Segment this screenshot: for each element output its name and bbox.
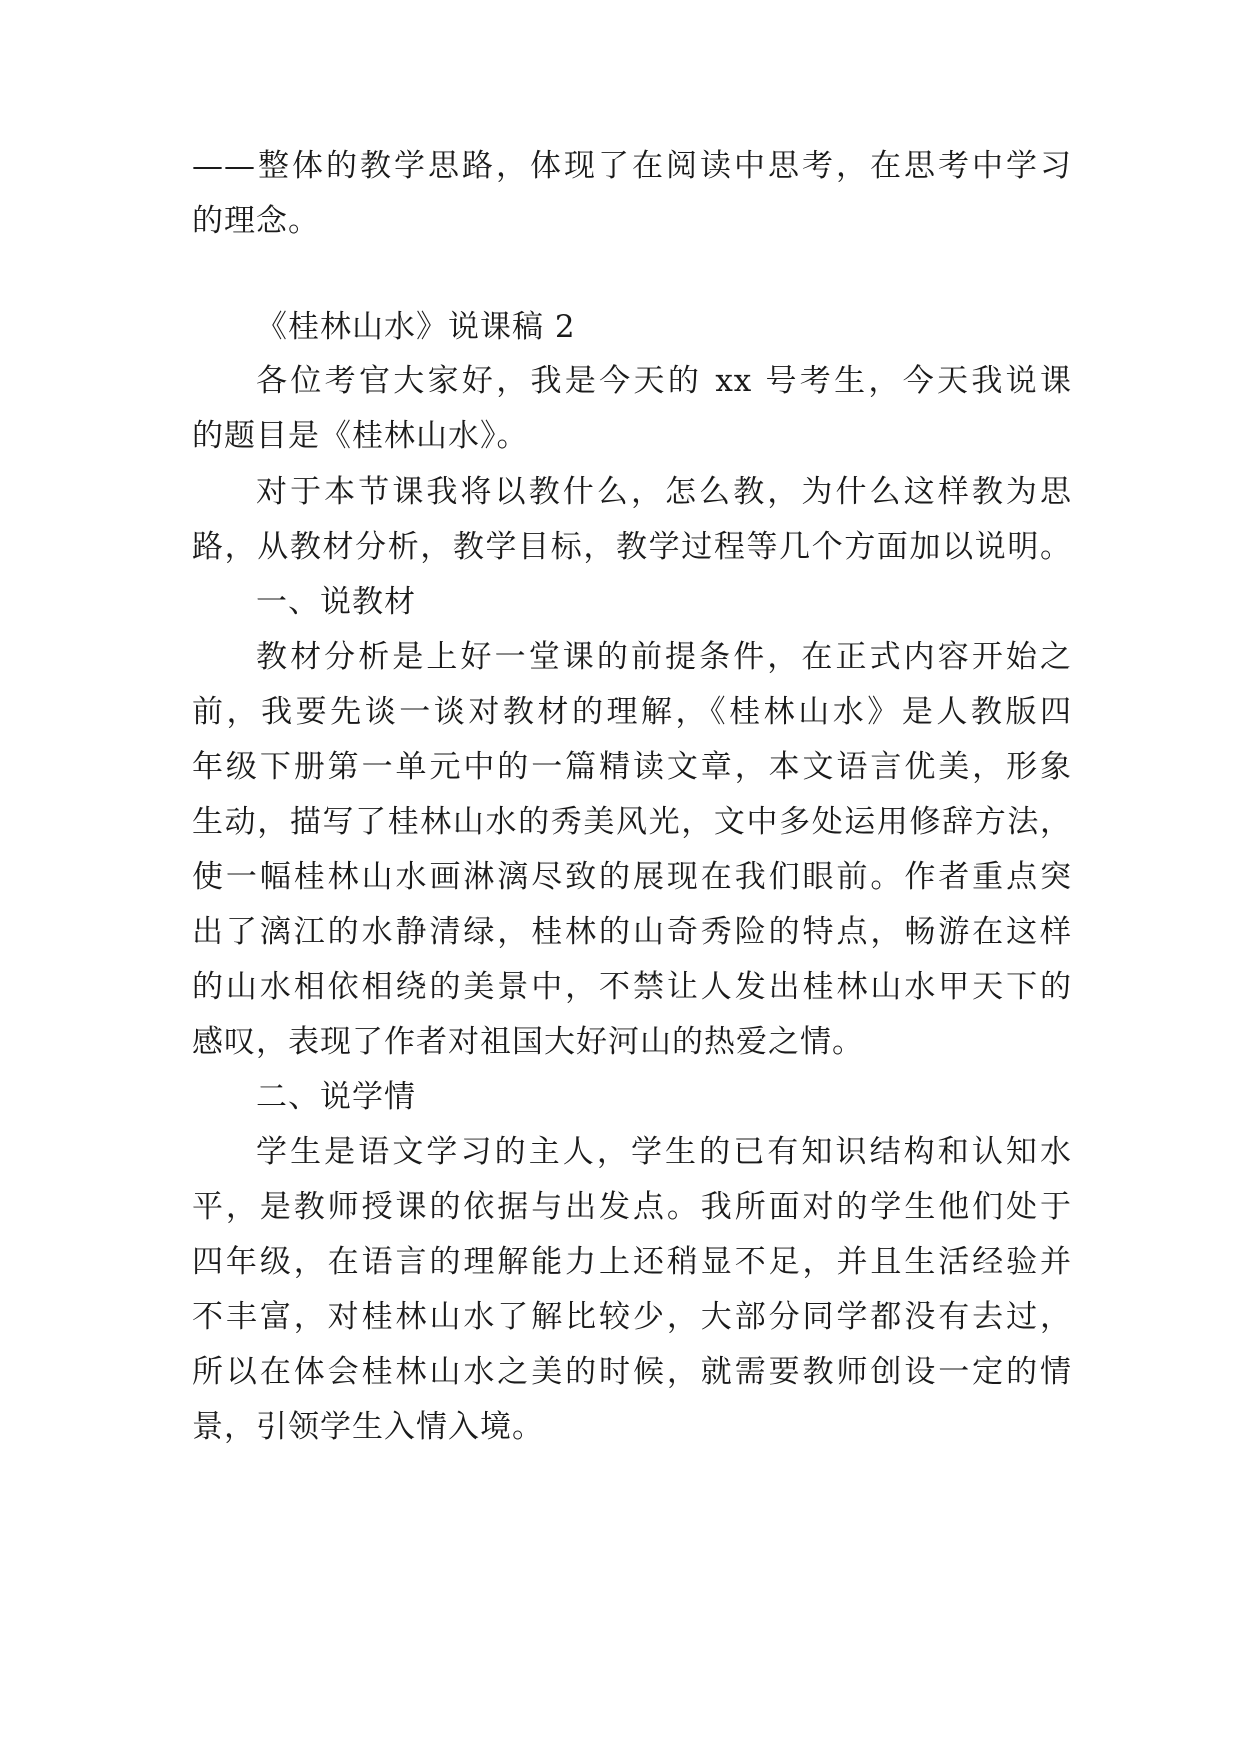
text-line: 路，从教材分析，教学目标，教学过程等几个方面加以说明。 <box>192 529 1072 565</box>
text-line: 不丰富，对桂林山水了解比较少，大部分同学都没有去过， <box>192 1299 1072 1335</box>
text-line: 年级下册第一单元中的一篇精读文章，本文语言优美，形象 <box>192 749 1072 785</box>
text-line: ——整体的教学思路，体现了在阅读中思考，在思考中学习 <box>192 148 1072 184</box>
text-line: 感叹，表现了作者对祖国大好河山的热爱之情。 <box>192 1024 864 1060</box>
subheading: 一、说教材 <box>256 584 416 620</box>
text-line: 前，我要先谈一谈对教材的理解，《桂林山水》是人教版四 <box>192 694 1072 730</box>
text-line: 所以在体会桂林山水之美的时候，就需要教师创设一定的情 <box>192 1354 1072 1390</box>
text-line: 使一幅桂林山水画淋漓尽致的展现在我们眼前。作者重点突 <box>192 859 1072 895</box>
text-line: 生动，描写了桂林山水的秀美风光，文中多处运用修辞方法， <box>192 804 1072 840</box>
text-line: 平，是教师授课的依据与出发点。我所面对的学生他们处于 <box>192 1189 1072 1225</box>
text-line: 各位考官大家好，我是今天的 xx 号考生，今天我说课 <box>256 363 1072 399</box>
section-title: 《桂林山水》说课稿 2 <box>256 309 576 345</box>
text-line: 学生是语文学习的主人，学生的已有知识结构和认知水 <box>256 1134 1072 1170</box>
text-line: 的题目是《桂林山水》。 <box>192 418 529 454</box>
text-line: 的山水相依相绕的美景中，不禁让人发出桂林山水甲天下的 <box>192 969 1072 1005</box>
subheading: 二、说学情 <box>256 1079 416 1115</box>
text-line: 的理念。 <box>192 203 320 239</box>
text-line: 教材分析是上好一堂课的前提条件，在正式内容开始之 <box>256 639 1072 675</box>
text-line: 景，引领学生入情入境。 <box>192 1409 544 1445</box>
text-line: 四年级，在语言的理解能力上还稍显不足，并且生活经验并 <box>192 1244 1072 1280</box>
text-line: 对于本节课我将以教什么，怎么教，为什么这样教为思 <box>256 474 1072 510</box>
text-line: 出了漓江的水静清绿，桂林的山奇秀险的特点，畅游在这样 <box>192 914 1072 950</box>
